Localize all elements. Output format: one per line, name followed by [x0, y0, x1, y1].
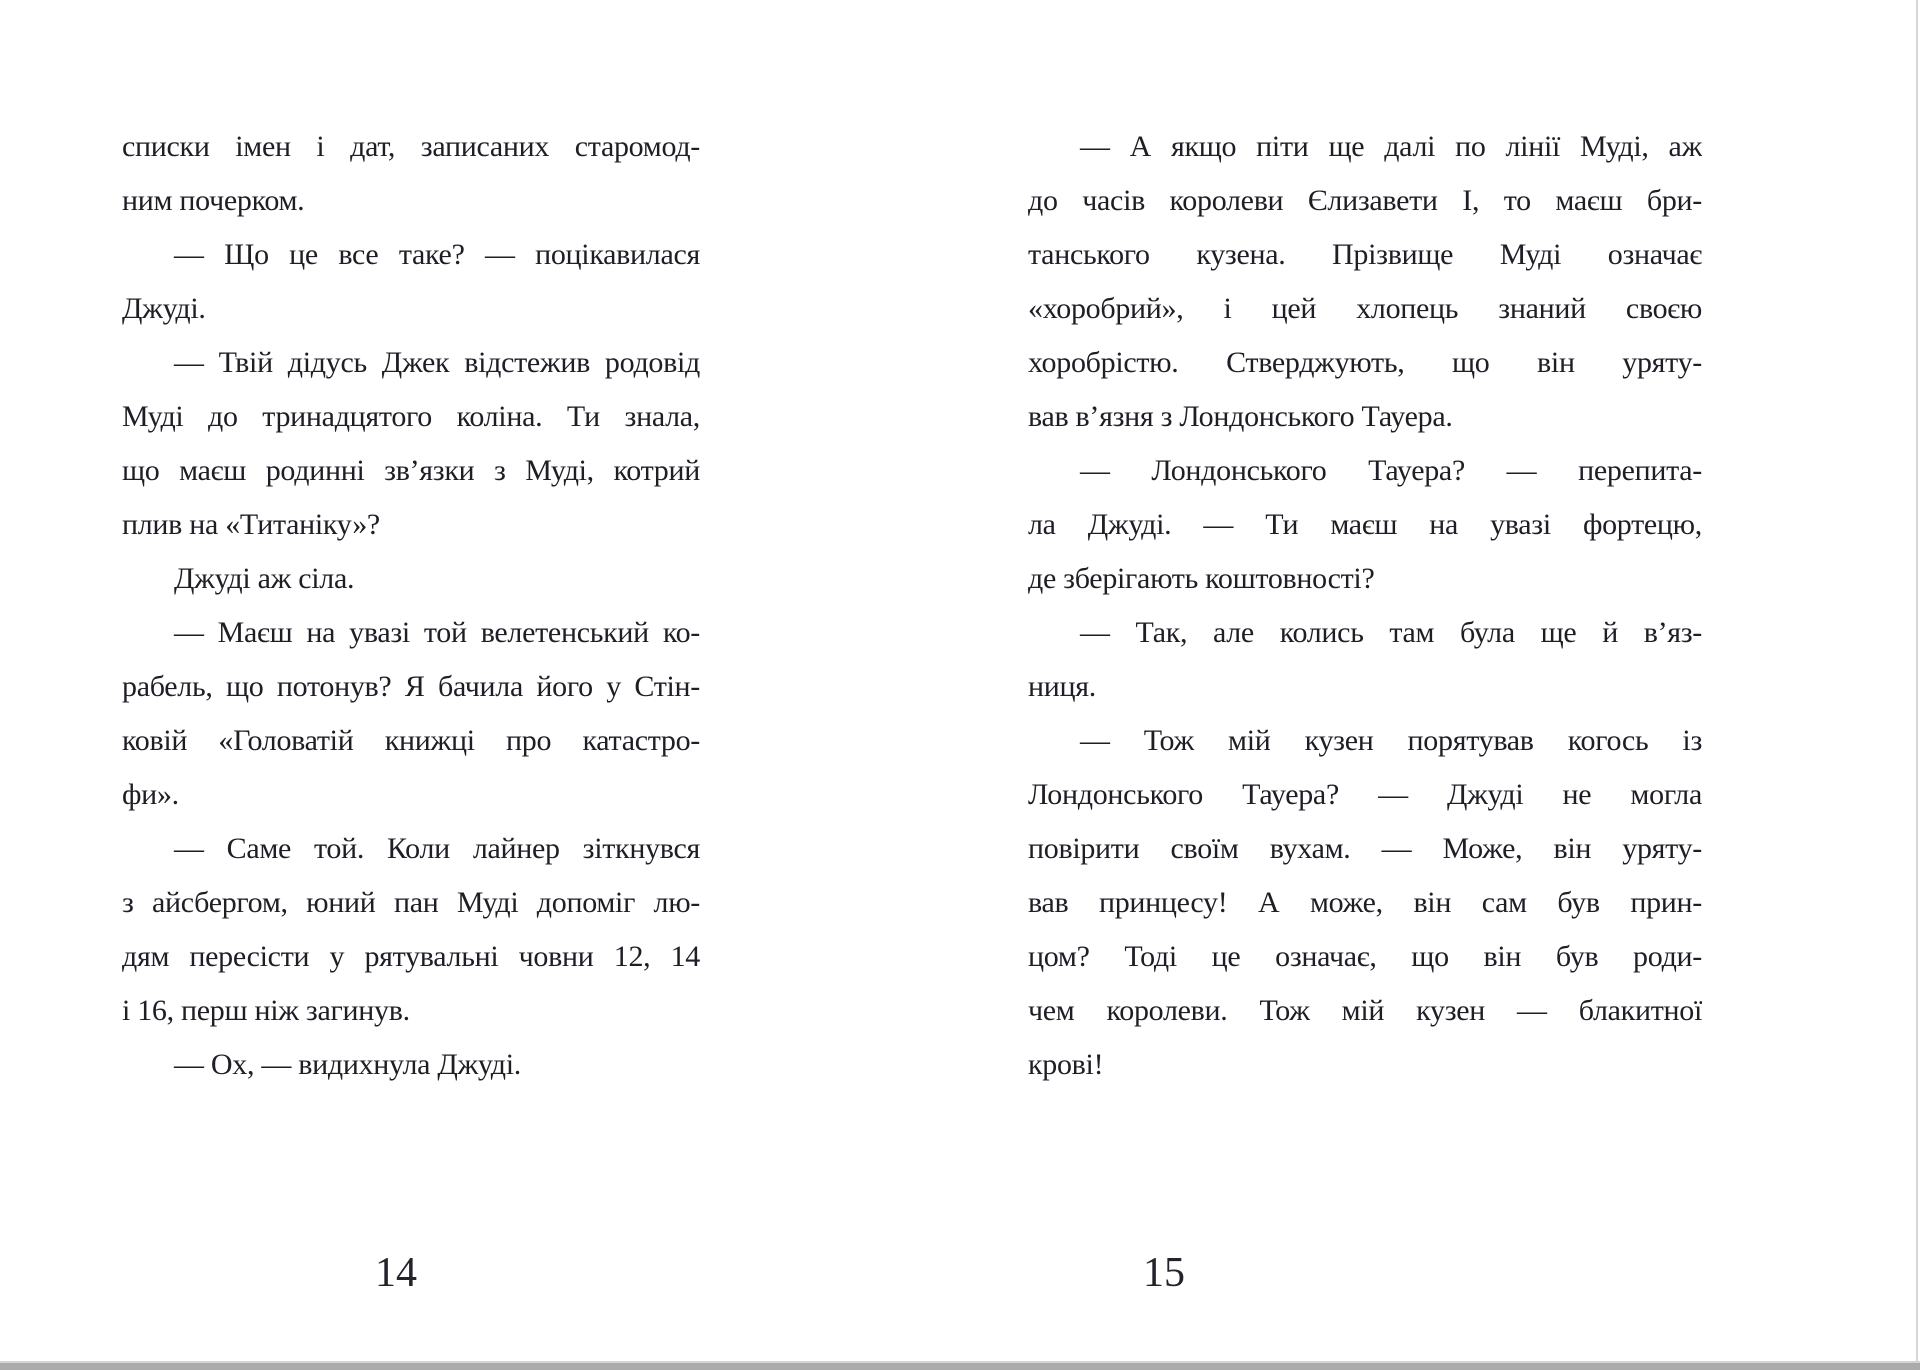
text-line: вав принцесу! А може, він сам був прин- — [1028, 886, 1702, 919]
text-line: ним почерком. — [122, 184, 305, 217]
page-number-right: 15 — [1143, 1250, 1185, 1296]
text-line: — А якщо піти ще далі по лінії Муді, аж — [1080, 130, 1702, 163]
text-line: ниця. — [1028, 670, 1096, 703]
text-line: — Лондонського Тауера? — перепита- — [1080, 454, 1702, 487]
text-line: вав в’язня з Лондонського Тауера. — [1028, 400, 1453, 433]
text-line: що маєш родинні зв’язки з Муді, котрий — [122, 454, 700, 487]
text-line: хоробрістю. Стверджують, що він уряту- — [1028, 346, 1702, 379]
page-right-text — [1028, 120, 1702, 1092]
text-line: цом? Тоді це означає, що він був роди- — [1028, 940, 1702, 973]
text-line: Джуді. — [122, 292, 206, 325]
text-line: де зберігають коштовності? — [1028, 562, 1375, 595]
text-line: — Тож мій кузен порятував когось із — [1080, 724, 1702, 757]
text-line: плив на «Титаніку»? — [122, 508, 380, 541]
window-right-edge — [1916, 0, 1918, 1361]
text-line: рабель, що потонув? Я бачила його у Стін- — [122, 670, 700, 703]
text-line: — Що це все таке? — поцікавилася — [174, 238, 700, 271]
text-line: фи». — [122, 778, 179, 811]
text-line: Джуді аж сіла. — [174, 562, 355, 595]
page-left — [122, 120, 700, 1092]
text-line: — Ох, — видихнула Джуді. — [174, 1048, 521, 1081]
page-left-text — [122, 120, 700, 1092]
text-line: — Саме той. Коли лайнер зіткнувся — [174, 832, 700, 865]
text-line: і 16, перш ніж загинув. — [122, 994, 410, 1027]
text-line: списки імен і дат, записаних старомод- — [122, 130, 700, 163]
text-line: «хоробрий», і цей хлопець знаний своєю — [1028, 292, 1702, 325]
page-number-left: 14 — [375, 1250, 417, 1296]
text-line: Муді до тринадцятого коліна. Ти знала, — [122, 400, 700, 433]
text-line: Лондонського Тауера? — Джуді не могла — [1028, 778, 1702, 811]
text-line: — Маєш на увазі той велетенський ко- — [174, 616, 700, 649]
text-line: — Так, але колись там була ще й в’яз- — [1080, 616, 1702, 649]
text-line: — Твій дідусь Джек відстежив родовід — [174, 346, 700, 379]
text-line: крові! — [1028, 1048, 1104, 1081]
page-right — [1028, 120, 1702, 1092]
text-line: ковій «Головатій книжці про катастро- — [122, 724, 700, 757]
text-line: танського кузена. Прізвище Муді означає — [1028, 238, 1702, 271]
text-line: з айсбергом, юний пан Муді допоміг лю- — [122, 886, 700, 919]
text-line: повірити своїм вухам. — Може, він уряту- — [1028, 832, 1702, 865]
text-line: дям пересісти у рятувальні човни 12, 14 — [122, 940, 700, 973]
text-line: ла Джуді. — Ти маєш на увазі фортецю, — [1028, 508, 1702, 541]
window-bottom-edge — [0, 1363, 1920, 1370]
text-line: чем королеви. Тож мій кузен — блакитної — [1028, 994, 1702, 1027]
text-line: до часів королеви Єлизавети І, то маєш бри- — [1028, 184, 1702, 217]
